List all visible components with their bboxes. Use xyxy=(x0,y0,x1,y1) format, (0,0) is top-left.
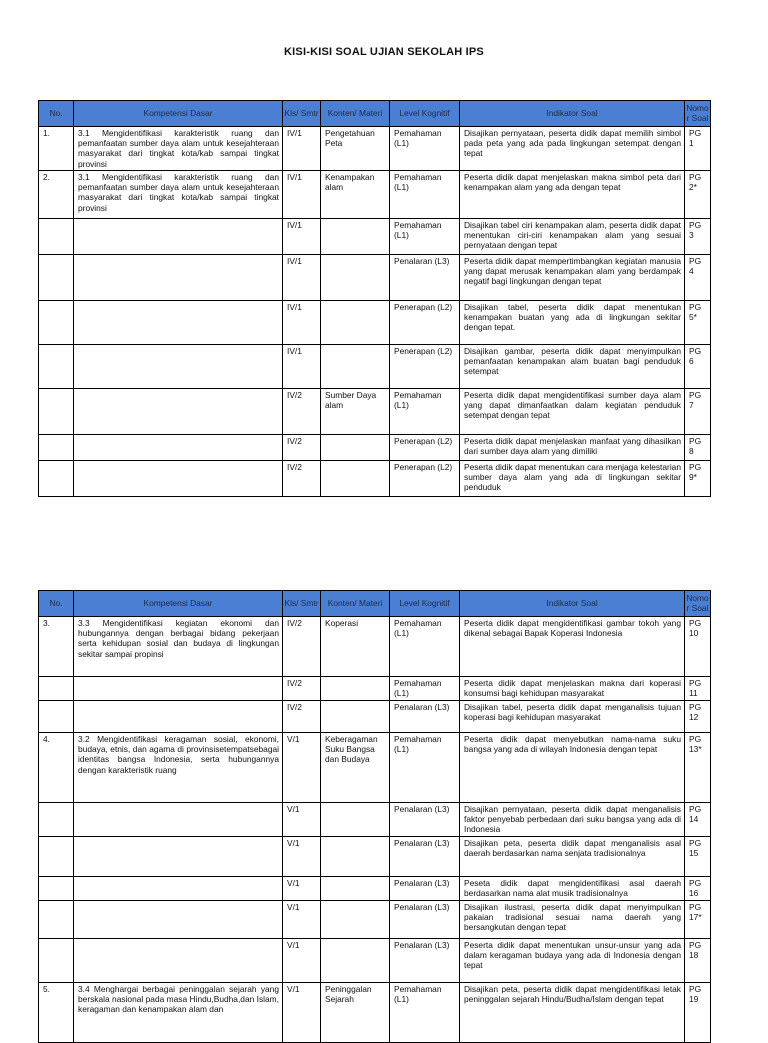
cell-level-kognitif: Penerapan (L2) xyxy=(390,435,460,461)
header-level-kognitif: Level Kognitif xyxy=(390,101,460,127)
cell-nomor-soal: PG 12 xyxy=(685,701,711,733)
cell-nomor-soal: PG 18 xyxy=(685,939,711,983)
cell-no: 5. xyxy=(39,983,74,1043)
cell-indikator-soal: Disajikan pernyataan, peserta didik dapat memilih simbol pada peta yang ada pada lingkungan setempat dengan tepat xyxy=(460,127,685,171)
cell-nomor-soal: PG 13* xyxy=(685,733,711,803)
cell-indikator-soal: Peserta didik dapat menentukan unsur-unsur yang ada dalam keragaman budaya yang ada di Indonesia dengan tepat xyxy=(460,939,685,983)
cell-indikator-soal: Disajikan tabel ciri kenampakan alam, peserta didik dapat menentukan ciri-ciri kenampakan alam yang sesuai pernyataan dengan tepat xyxy=(460,219,685,255)
header-kompetensi-dasar: Kompetensi Dasar xyxy=(74,101,283,127)
cell-kompetensi-dasar xyxy=(74,219,283,255)
cell-konten-materi: Sumber Daya alam xyxy=(321,389,390,435)
cell-konten-materi xyxy=(321,677,390,701)
header-indikator-soal: Indikator Soal xyxy=(460,101,685,127)
cell-kls-smtr: IV/2 xyxy=(283,677,321,701)
table-row xyxy=(39,301,711,345)
cell-kompetensi-dasar xyxy=(74,901,283,939)
header-konten-materi: Konten/ Materi xyxy=(321,101,390,127)
cell-kompetensi-dasar xyxy=(74,461,283,497)
cell-level-kognitif: Pemahaman (L1) xyxy=(390,677,460,701)
cell-no xyxy=(39,461,74,497)
cell-indikator-soal: Peserta didik dapat menjelaskan makna dari koperasi konsumsi bagi kehidupan masyarakat xyxy=(460,677,685,701)
table-row xyxy=(39,219,711,255)
cell-nomor-soal: PG 2* xyxy=(685,171,711,219)
cell-konten-materi xyxy=(321,837,390,877)
cell-no xyxy=(39,837,74,877)
cell-kompetensi-dasar xyxy=(74,939,283,983)
cell-no xyxy=(39,219,74,255)
cell-indikator-soal: Disajikan peta, peserta didik dapat mengidentifikasi letak peninggalan sejarah Hindu/Budha/Islam dengan tepat xyxy=(460,983,685,1043)
table-row xyxy=(39,733,711,803)
cell-kompetensi-dasar xyxy=(74,701,283,733)
cell-no: 1. xyxy=(39,127,74,171)
cell-konten-materi xyxy=(321,345,390,389)
cell-indikator-soal: Disajikan ilustrasi, peserta didik dapat menyimpulkan pakaian tradisional sesuai nama daerah yang bersangkutan dengan tepat xyxy=(460,901,685,939)
cell-no xyxy=(39,301,74,345)
cell-indikator-soal: Peserta didik dapat menentukan cara menjaga kelestarian sumber daya alam yang ada di lingkungan sekitar penduduk xyxy=(460,461,685,497)
table-row xyxy=(39,617,711,677)
cell-indikator-soal: Peserta didik dapat menjelaskan makna simbol peta dari kenampakan alam yang ada dengan tepat xyxy=(460,171,685,219)
cell-no xyxy=(39,677,74,701)
cell-level-kognitif: Penerapan (L2) xyxy=(390,345,460,389)
cell-kompetensi-dasar xyxy=(74,435,283,461)
cell-level-kognitif: Penalaran (L3) xyxy=(390,255,460,301)
cell-kompetensi-dasar xyxy=(74,301,283,345)
cell-kompetensi-dasar: 3.3 Mengidentifikasi kegiatan ekonomi dan hubungannya dengan berbagai bidang pekerjaan serta kehidupan sosial dan budaya di lingkungan sekitar sampai propinsi xyxy=(74,617,283,677)
cell-indikator-soal: Peserta didik dapat mengidentifikasi sumber daya alam yang dapat dimanfaatkan dalam kegiatan penduduk setempat dengan tepat xyxy=(460,389,685,435)
table-row xyxy=(39,983,711,1043)
cell-level-kognitif: Penerapan (L2) xyxy=(390,301,460,345)
cell-indikator-soal: Peserta didik dapat mempertimbangkan kegiatan manusia yang dapat merusak kenampakan alam yang berdampak negatif bagi lingkungan dengan tepat xyxy=(460,255,685,301)
kisi-table-1 xyxy=(38,100,711,497)
document-title: KISI-KISI SOAL UJIAN SEKOLAH IPS xyxy=(284,46,484,58)
header-kls-smtr: Kls/ Smtr xyxy=(283,101,321,127)
cell-kompetensi-dasar: 3.4 Menghargai berbagai peninggalan sejarah yang berskala nasional pada masa Hindu,Budha,dan Islam, keragaman dan kenampakan alam dan xyxy=(74,983,283,1043)
cell-level-kognitif: Penalaran (L3) xyxy=(390,701,460,733)
cell-kompetensi-dasar: 3.2 Mengidentifikasi keragaman sosial, ekonomi, budaya, etnis, dan agama di provinsisetempatsebagai identitas bangsa Indonesia, serta hubungannya dengan karakteristik ruang xyxy=(74,733,283,803)
table-row xyxy=(39,345,711,389)
cell-konten-materi: Peninggalan Sejarah xyxy=(321,983,390,1043)
cell-kls-smtr: V/1 xyxy=(283,901,321,939)
kisi-table-2 xyxy=(38,590,711,1043)
cell-konten-materi xyxy=(321,301,390,345)
cell-konten-materi xyxy=(321,435,390,461)
cell-kls-smtr: IV/1 xyxy=(283,171,321,219)
cell-kls-smtr: IV/2 xyxy=(283,617,321,677)
table-row xyxy=(39,701,711,733)
cell-level-kognitif: Penalaran (L3) xyxy=(390,837,460,877)
cell-kompetensi-dasar xyxy=(74,803,283,837)
cell-konten-materi xyxy=(321,461,390,497)
cell-no xyxy=(39,389,74,435)
cell-indikator-soal: Disajikan tabel, peserta didik dapat menentukan kenampakan buatan yang ada di lingkungan sekitar dengan tepat. xyxy=(460,301,685,345)
cell-konten-materi xyxy=(321,219,390,255)
cell-level-kognitif: Penalaran (L3) xyxy=(390,877,460,901)
table-body-1 xyxy=(39,127,711,497)
cell-nomor-soal: PG 1 xyxy=(685,127,711,171)
cell-kls-smtr: IV/2 xyxy=(283,389,321,435)
header-indikator-soal: Indikator Soal xyxy=(460,591,685,617)
cell-no xyxy=(39,939,74,983)
cell-konten-materi xyxy=(321,701,390,733)
cell-kls-smtr: IV/1 xyxy=(283,255,321,301)
table-header-row xyxy=(39,101,711,127)
cell-indikator-soal: Disajikan pernyataan, peserta didik dapat menganalisis faktor penyebab perbedaan dari suku bangsa yang ada di Indonesia xyxy=(460,803,685,837)
table-row xyxy=(39,939,711,983)
cell-kls-smtr: IV/1 xyxy=(283,219,321,255)
cell-konten-materi: Kenampakan alam xyxy=(321,171,390,219)
header-konten-materi: Konten/ Materi xyxy=(321,591,390,617)
cell-level-kognitif: Pemahaman (L1) xyxy=(390,733,460,803)
cell-nomor-soal: PG 15 xyxy=(685,837,711,877)
cell-no xyxy=(39,701,74,733)
table-row xyxy=(39,803,711,837)
cell-kompetensi-dasar xyxy=(74,677,283,701)
cell-kls-smtr: IV/1 xyxy=(283,127,321,171)
cell-kls-smtr: V/1 xyxy=(283,803,321,837)
cell-no: 3. xyxy=(39,617,74,677)
cell-indikator-soal: Disajikan tabel, peserta didik dapat menganalisis tujuan koperasi bagi kehidupan masyarakat xyxy=(460,701,685,733)
cell-kompetensi-dasar: 3.1 Mengidentifikasi karakteristik ruang dan pemanfaatan sumber daya alam untuk kesejahteraan masyarakat dari tingkat kota/kab sampai tingkat provinsi xyxy=(74,127,283,171)
cell-nomor-soal: PG 7 xyxy=(685,389,711,435)
cell-konten-materi: Pengetahuan Peta xyxy=(321,127,390,171)
cell-kompetensi-dasar xyxy=(74,837,283,877)
cell-nomor-soal: PG 4 xyxy=(685,255,711,301)
cell-indikator-soal: Disajikan gambar, peserta didik dapat menyimpulkan pemanfaatan kenampakan alam buatan bagi penduduk setempat xyxy=(460,345,685,389)
cell-level-kognitif: Penalaran (L3) xyxy=(390,803,460,837)
cell-nomor-soal: PG 5* xyxy=(685,301,711,345)
cell-nomor-soal: PG 19 xyxy=(685,983,711,1043)
header-nomor-soal: Nomor Soal xyxy=(685,101,711,127)
cell-level-kognitif: Penerapan (L2) xyxy=(390,461,460,497)
cell-nomor-soal: PG 17* xyxy=(685,901,711,939)
table-row xyxy=(39,435,711,461)
table-row xyxy=(39,389,711,435)
cell-nomor-soal: PG 11 xyxy=(685,677,711,701)
cell-indikator-soal: Peserta didik dapat menjelaskan manfaat yang dihasilkan dari sumber daya alam yang dimiliki xyxy=(460,435,685,461)
cell-level-kognitif: Pemahaman (L1) xyxy=(390,171,460,219)
cell-konten-materi: Keberagaman Suku Bangsa dan Budaya xyxy=(321,733,390,803)
table-row xyxy=(39,171,711,219)
cell-indikator-soal: Peserta didik dapat mengidentifikasi gambar tokoh yang dikenal sebagai Bapak Koperasi Indonesia xyxy=(460,617,685,677)
cell-no xyxy=(39,901,74,939)
table-header-row xyxy=(39,591,711,617)
cell-nomor-soal: PG 3 xyxy=(685,219,711,255)
cell-kls-smtr: V/1 xyxy=(283,837,321,877)
cell-kompetensi-dasar xyxy=(74,345,283,389)
table-row xyxy=(39,255,711,301)
cell-level-kognitif: Pemahaman (L1) xyxy=(390,389,460,435)
table-row xyxy=(39,877,711,901)
cell-no xyxy=(39,345,74,389)
cell-nomor-soal: PG 8 xyxy=(685,435,711,461)
cell-kls-smtr: V/1 xyxy=(283,733,321,803)
cell-level-kognitif: Pemahaman (L1) xyxy=(390,617,460,677)
cell-nomor-soal: PG 6 xyxy=(685,345,711,389)
table-row xyxy=(39,677,711,701)
cell-level-kognitif: Pemahaman (L1) xyxy=(390,127,460,171)
table-row xyxy=(39,901,711,939)
cell-konten-materi xyxy=(321,803,390,837)
cell-konten-materi: Koperasi xyxy=(321,617,390,677)
cell-indikator-soal: Disajikan peta, peserta didik dapat menganalisis asal daerah berdasarkan nama senjata tradisionalnya xyxy=(460,837,685,877)
header-no: No. xyxy=(39,101,74,127)
cell-konten-materi xyxy=(321,939,390,983)
header-nomor-soal: Nomor Soal xyxy=(685,591,711,617)
cell-kls-smtr: V/1 xyxy=(283,877,321,901)
table-row xyxy=(39,461,711,497)
cell-konten-materi xyxy=(321,877,390,901)
cell-kompetensi-dasar xyxy=(74,255,283,301)
cell-kls-smtr: V/1 xyxy=(283,939,321,983)
cell-kls-smtr: IV/2 xyxy=(283,435,321,461)
cell-kls-smtr: V/1 xyxy=(283,983,321,1043)
cell-kls-smtr: IV/2 xyxy=(283,701,321,733)
cell-no: 4. xyxy=(39,733,74,803)
cell-nomor-soal: PG 9* xyxy=(685,461,711,497)
cell-indikator-soal: Peserta didik dapat menyebutkan nama-nama suku bangsa yang ada di wilayah Indonesia dengan tepat xyxy=(460,733,685,803)
cell-kompetensi-dasar xyxy=(74,389,283,435)
cell-level-kognitif: Pemahaman (L1) xyxy=(390,983,460,1043)
cell-nomor-soal: PG 10 xyxy=(685,617,711,677)
table-row xyxy=(39,127,711,171)
cell-no xyxy=(39,877,74,901)
cell-konten-materi xyxy=(321,255,390,301)
cell-kls-smtr: IV/1 xyxy=(283,345,321,389)
cell-kls-smtr: IV/1 xyxy=(283,301,321,345)
table-body-2 xyxy=(39,617,711,1043)
cell-indikator-soal: Peseta didik dapat mengidentifikasi asal daerah berdasarkan nama alat musik tradisionalnya xyxy=(460,877,685,901)
cell-level-kognitif: Penalaran (L3) xyxy=(390,901,460,939)
cell-nomor-soal: PG 16 xyxy=(685,877,711,901)
cell-no xyxy=(39,803,74,837)
cell-konten-materi xyxy=(321,901,390,939)
cell-level-kognitif: Penalaran (L3) xyxy=(390,939,460,983)
header-kompetensi-dasar: Kompetensi Dasar xyxy=(74,591,283,617)
cell-kls-smtr: IV/2 xyxy=(283,461,321,497)
header-no: No. xyxy=(39,591,74,617)
cell-no xyxy=(39,255,74,301)
cell-kompetensi-dasar xyxy=(74,877,283,901)
cell-kompetensi-dasar: 3.1 Mengidentifikasi karakteristik ruang dan pemanfaatan sumber daya alam untuk kesejahteraan masyarakat dari tingkat kota/kab sampai tingkat provinsi xyxy=(74,171,283,219)
header-kls-smtr: Kls/ Smtr xyxy=(283,591,321,617)
cell-no: 2. xyxy=(39,171,74,219)
cell-nomor-soal: PG 14 xyxy=(685,803,711,837)
header-level-kognitif: Level Kognitif xyxy=(390,591,460,617)
table-row xyxy=(39,837,711,877)
cell-level-kognitif: Pemahaman (L1) xyxy=(390,219,460,255)
cell-no xyxy=(39,435,74,461)
